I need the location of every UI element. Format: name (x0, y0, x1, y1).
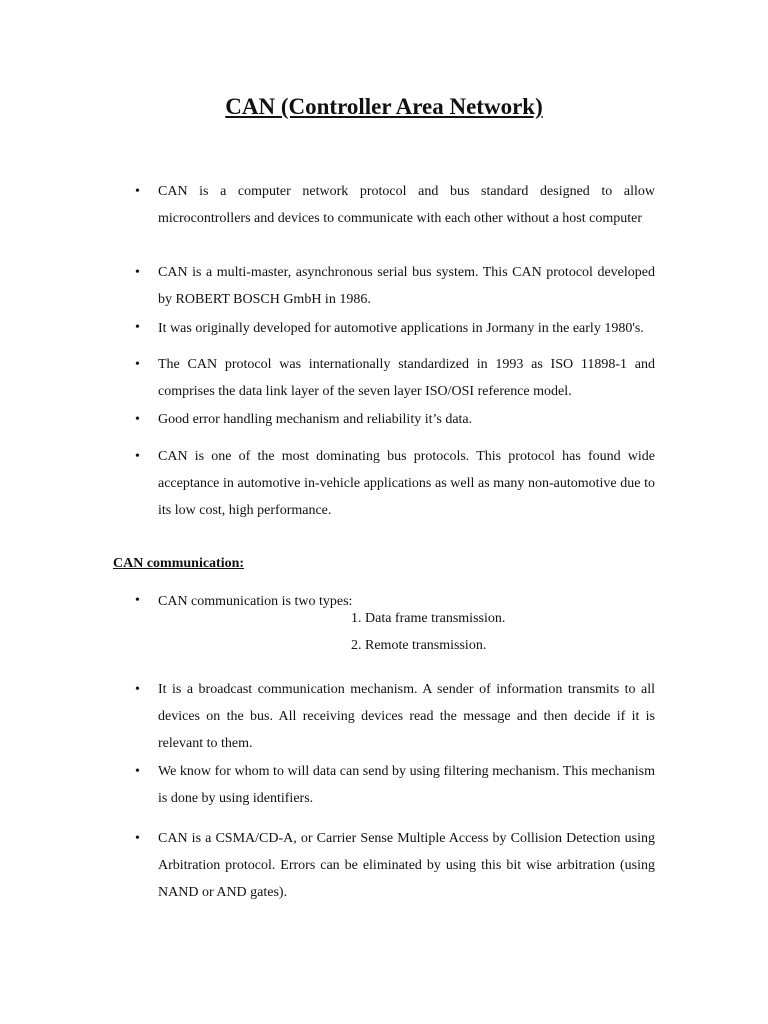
bullet-marker: • (135, 320, 140, 335)
list-item: It is a broadcast communication mechanism. A sender of information transmits to all devices on the bus. All receiving devices read the message and then decide if it is relevant to them. (158, 682, 655, 751)
list-item: We know for whom to will data can send by using filtering mechanism. This mechanism is done by using identifiers. (158, 764, 655, 806)
list-item: CAN is one of the most dominating bus protocols. This protocol has found wide acceptance in automotive in-vehicle applications as well as many non-automotive due to its low cost, high performance. (158, 449, 655, 518)
bullet-marker: • (135, 449, 140, 464)
bullet-marker: • (135, 265, 140, 280)
section-heading: CAN communication: (113, 556, 245, 571)
bullet-marker: • (135, 184, 140, 199)
page-title: CAN (Controller Area Network) (225, 94, 543, 119)
list-item: It was originally developed for automotive applications in Jormany in the early 1980's. (158, 321, 644, 336)
list-item: CAN communication is two types: (158, 594, 353, 609)
bullet-marker: • (135, 357, 140, 372)
numbered-item: 2. Remote transmission. (351, 638, 487, 653)
bullet-marker: • (135, 682, 140, 697)
bullet-marker: • (135, 764, 140, 779)
bullet-marker: • (135, 412, 140, 427)
numbered-item: 1. Data frame transmission. (351, 611, 506, 626)
list-item: CAN is a computer network protocol and bus standard designed to allow microcontrollers and devices to communicate with each other without a host computer (158, 184, 655, 226)
list-item: Good error handling mechanism and reliability it’s data. (158, 412, 473, 427)
list-item: CAN is a multi-master, asynchronous serial bus system. This CAN protocol developed by ROBERT BOSCH GmbH in 1986. (158, 265, 655, 307)
list-item: CAN is a CSMA/CD-A, or Carrier Sense Multiple Access by Collision Detection using Arbitration protocol. Errors can be eliminated by using this bit wise arbitration (using NAND or AND gates). (158, 831, 655, 900)
list-item: The CAN protocol was internationally standardized in 1993 as ISO 11898-1 and comprises the data link layer of the seven layer ISO/OSI reference model. (158, 357, 655, 399)
bullet-marker: • (135, 593, 140, 608)
bullet-marker: • (135, 831, 140, 846)
